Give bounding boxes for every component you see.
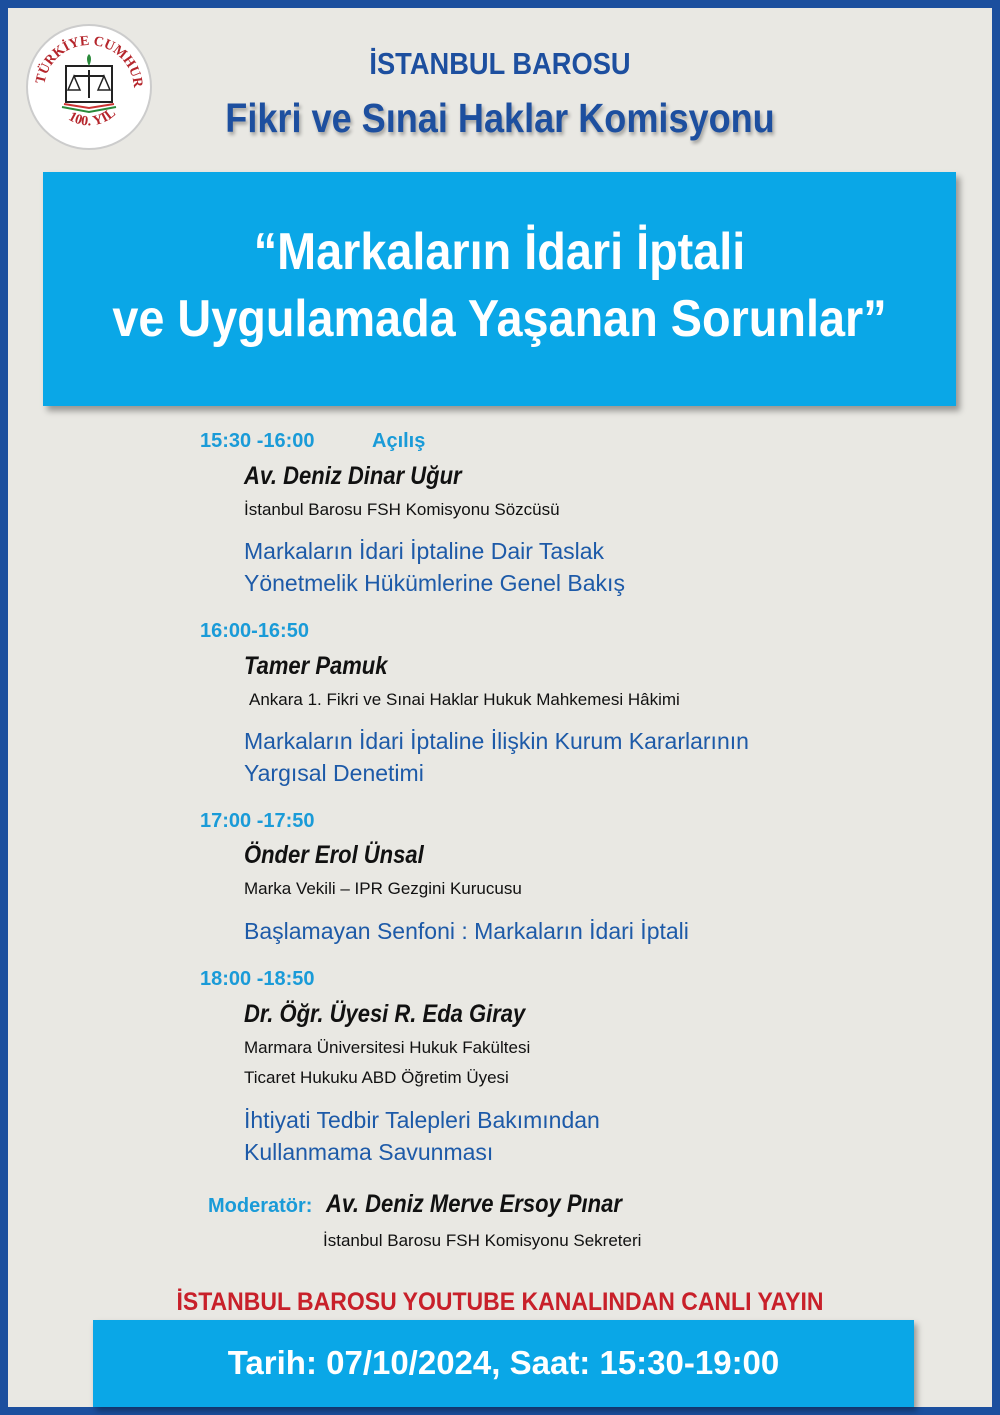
speaker-role: Ankara 1. Fikri ve Sınai Haklar Hukuk Mahkemesi Hâkimi (249, 690, 680, 709)
svg-text:TÜRKİYE CUMHURİYETİ: TÜRKİYE CUMHUR (33, 33, 146, 89)
date-box (93, 1320, 914, 1407)
event-title-line-2: ve Uygulamada Yaşanan Sorunlar” (112, 290, 887, 348)
talk-title: Yönetmelik Hükümlerine Genel Bakış (244, 570, 625, 596)
session-time: 18:00 -18:50 (200, 968, 315, 990)
talk-title: Başlamayan Senfoni : Markaların İdari İptali (244, 918, 689, 944)
moderator-label: Moderatör: (208, 1195, 313, 1217)
session-time: 17:00 -17:50 (200, 810, 315, 832)
moderator-role: İstanbul Barosu FSH Komisyonu Sekreteri (323, 1231, 642, 1250)
speaker-role: İstanbul Barosu FSH Komisyonu Sözcüsü (244, 500, 560, 519)
speaker-role: Ticaret Hukuku ABD Öğretim Üyesi (244, 1068, 509, 1087)
speaker-name: Dr. Öğr. Üyesi R. Eda Giray (244, 1000, 526, 1028)
speaker-role: Marka Vekili – IPR Gezgini Kurucusu (244, 879, 522, 898)
session-time: 16:00-16:50 (200, 620, 309, 642)
talk-title: Markaların İdari İptaline İlişkin Kurum Kararlarının (244, 728, 749, 754)
session-time: 15:30 -16:00 (200, 430, 315, 452)
talk-title: Yargısal Denetimi (244, 760, 424, 786)
talk-title: İhtiyati Tedbir Talepleri Bakımından (244, 1107, 600, 1133)
talk-title: Markaların İdari İptaline Dair Taslak (244, 538, 605, 564)
event-date-time: Tarih: 07/10/2024, Saat: 15:30-19:00 (227, 1344, 780, 1381)
svg-text:100. YIL: 100. YIL (65, 105, 119, 130)
commission-name: Fikri ve Sınai Haklar Komisyonu (225, 95, 775, 141)
event-title-box (43, 172, 956, 406)
speaker-name: Önder Erol Ünsal (244, 841, 424, 869)
talk-title: Kullanmama Savunması (244, 1139, 494, 1165)
speaker-name: Tamer Pamuk (244, 652, 388, 680)
live-broadcast-notice: İSTANBUL BAROSU YOUTUBE KANALINDAN CANLI YAYIN (176, 1288, 824, 1316)
moderator-name: Av. Deniz Merve Ersoy Pınar (326, 1190, 622, 1218)
organization-name: İSTANBUL BAROSU (369, 46, 631, 81)
speaker-role: Marmara Üniversitesi Hukuk Fakültesi (244, 1038, 531, 1057)
session-label: Açılış (372, 430, 426, 452)
event-title-line-1: “Markaların İdari İptali (253, 223, 746, 281)
speaker-name: Av. Deniz Dinar Uğur (244, 462, 462, 490)
